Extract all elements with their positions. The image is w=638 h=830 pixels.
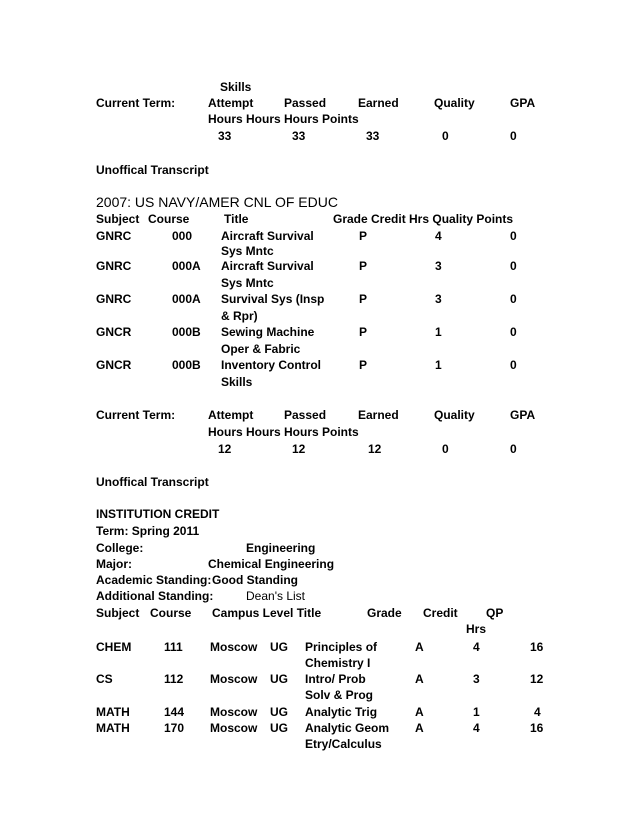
header-attempt: Attempt (208, 408, 254, 422)
row-level: UG (270, 672, 288, 686)
value-earned: 12 (368, 442, 382, 456)
row-subject: GNCR (96, 325, 132, 339)
row-points: 0 (510, 229, 517, 243)
row-credit: 4 (435, 229, 442, 243)
term-label: Term: Spring 2011 (96, 524, 200, 538)
major-value: Chemical Engineering (208, 557, 335, 571)
row-campus: Moscow (210, 721, 258, 735)
row-title-cont: Etry/Calculus (305, 737, 382, 751)
row-course: 000 (172, 229, 193, 243)
row-title: Aircraft Survival (221, 229, 314, 243)
unofficial-transcript-label: Unoffical Transcript (96, 475, 209, 489)
row-grade: P (359, 358, 368, 372)
row-title: Intro/ Prob (305, 672, 366, 686)
row-subject: GNCR (96, 358, 132, 372)
skills-label: Skills (220, 80, 252, 94)
row-qp: 12 (530, 672, 544, 686)
header-gpa: GPA (510, 408, 536, 422)
row-course: 000A (172, 292, 201, 306)
col-grade: Grade (367, 606, 402, 620)
row-title: Aircraft Survival (221, 259, 314, 273)
row-credit: 3 (435, 259, 442, 273)
hours-line: Hours Hours Hours Points (208, 112, 359, 126)
row-course: 170 (164, 721, 185, 735)
row-title: Analytic Geom (305, 721, 390, 735)
unofficial-transcript-label: Unoffical Transcript (96, 163, 209, 177)
value-gpa: 0 (510, 129, 517, 143)
hours-line: Hours Hours Hours Points (208, 425, 359, 439)
row-qp: 16 (530, 721, 544, 735)
row-title-cont: Sys Mntc (221, 276, 274, 290)
row-title-cont: Sys Mntc (221, 244, 274, 258)
row-title: Principles of (305, 640, 378, 654)
row-course: 000A (172, 259, 201, 273)
row-course: 144 (164, 705, 185, 719)
row-qp: 16 (530, 640, 544, 654)
row-subject: CHEM (96, 640, 132, 654)
col-course: Course (148, 212, 190, 226)
row-title-cont: Oper & Fabric (221, 342, 301, 356)
row-course: 111 (164, 640, 183, 654)
row-subject: GNRC (96, 259, 132, 273)
row-course: 000B (172, 325, 201, 339)
row-level: UG (270, 640, 288, 654)
col-subject: Subject (96, 606, 140, 620)
row-title: Inventory Control (221, 358, 322, 372)
row-title-cont: Chemistry I (305, 656, 371, 670)
row-title: Survival Sys (Insp (221, 292, 325, 306)
row-title-cont: Skills (221, 375, 253, 389)
row-subject: GNRC (96, 292, 132, 306)
section-heading: 2007: US NAVY/AMER CNL OF EDUC (96, 194, 338, 210)
col-campus-level-title: Campus Level Title (212, 606, 322, 620)
academic-standing-value: Good Standing (212, 573, 298, 587)
row-credit: 3 (473, 672, 480, 686)
row-subject: CS (96, 672, 113, 686)
row-course: 000B (172, 358, 201, 372)
row-grade: P (359, 325, 368, 339)
row-credit: 1 (473, 705, 480, 719)
col-course: Course (150, 606, 192, 620)
col-title: Title (224, 212, 249, 226)
row-title-cont: Solv & Prog (305, 688, 374, 702)
header-earned: Earned (358, 96, 399, 110)
row-campus: Moscow (210, 672, 258, 686)
row-grade: P (359, 259, 368, 273)
current-term-label: Current Term: (96, 408, 176, 422)
col-subject: Subject (96, 212, 140, 226)
additional-standing-value: Dean's List (246, 589, 305, 603)
value-passed: 12 (292, 442, 306, 456)
value-quality: 0 (442, 129, 449, 143)
row-subject: MATH (96, 721, 130, 735)
col-credit: Credit (423, 606, 458, 620)
header-attempt: Attempt (208, 96, 254, 110)
row-points: 0 (510, 325, 517, 339)
value-passed: 33 (292, 129, 306, 143)
value-attempt: 33 (218, 129, 232, 143)
row-credit: 3 (435, 292, 442, 306)
row-qp: 4 (534, 705, 541, 719)
current-term-label: Current Term: (96, 96, 176, 110)
row-grade: P (359, 292, 368, 306)
header-passed: Passed (284, 96, 327, 110)
college-label: College: (96, 541, 144, 555)
col-hrs: Hrs (466, 622, 487, 636)
row-points: 0 (510, 259, 517, 273)
row-subject: GNRC (96, 229, 132, 243)
row-subject: MATH (96, 705, 130, 719)
header-passed: Passed (284, 408, 327, 422)
col-qp: QP (486, 606, 504, 620)
row-grade: P (359, 229, 368, 243)
row-campus: Moscow (210, 640, 258, 654)
row-level: UG (270, 721, 288, 735)
header-earned: Earned (358, 408, 399, 422)
value-earned: 33 (366, 129, 380, 143)
row-credit: 4 (473, 721, 480, 735)
additional-standing-label: Additional Standing: (96, 589, 214, 603)
row-course: 112 (164, 672, 184, 686)
value-attempt: 12 (218, 442, 232, 456)
col-grade-credit-quality: Grade Credit Hrs Quality Points (333, 212, 514, 226)
header-quality: Quality (434, 408, 475, 422)
academic-standing-label: Academic Standing: (96, 573, 212, 587)
row-title: Analytic Trig (305, 705, 378, 719)
row-grade: A (415, 705, 424, 719)
row-credit: 4 (473, 640, 480, 654)
row-points: 0 (510, 292, 517, 306)
row-title: Sewing Machine (221, 325, 315, 339)
major-label: Major: (96, 557, 132, 571)
header-quality: Quality (434, 96, 475, 110)
row-credit: 1 (435, 325, 442, 339)
value-quality: 0 (442, 442, 449, 456)
row-points: 0 (510, 358, 517, 372)
row-grade: A (415, 721, 424, 735)
value-gpa: 0 (510, 442, 517, 456)
row-grade: A (415, 672, 424, 686)
row-grade: A (415, 640, 424, 654)
row-credit: 1 (435, 358, 442, 372)
row-level: UG (270, 705, 288, 719)
institution-heading: INSTITUTION CREDIT (96, 507, 220, 521)
college-value: Engineering (246, 541, 316, 555)
row-title-cont: & Rpr) (221, 309, 258, 323)
header-gpa: GPA (510, 96, 536, 110)
row-campus: Moscow (210, 705, 258, 719)
